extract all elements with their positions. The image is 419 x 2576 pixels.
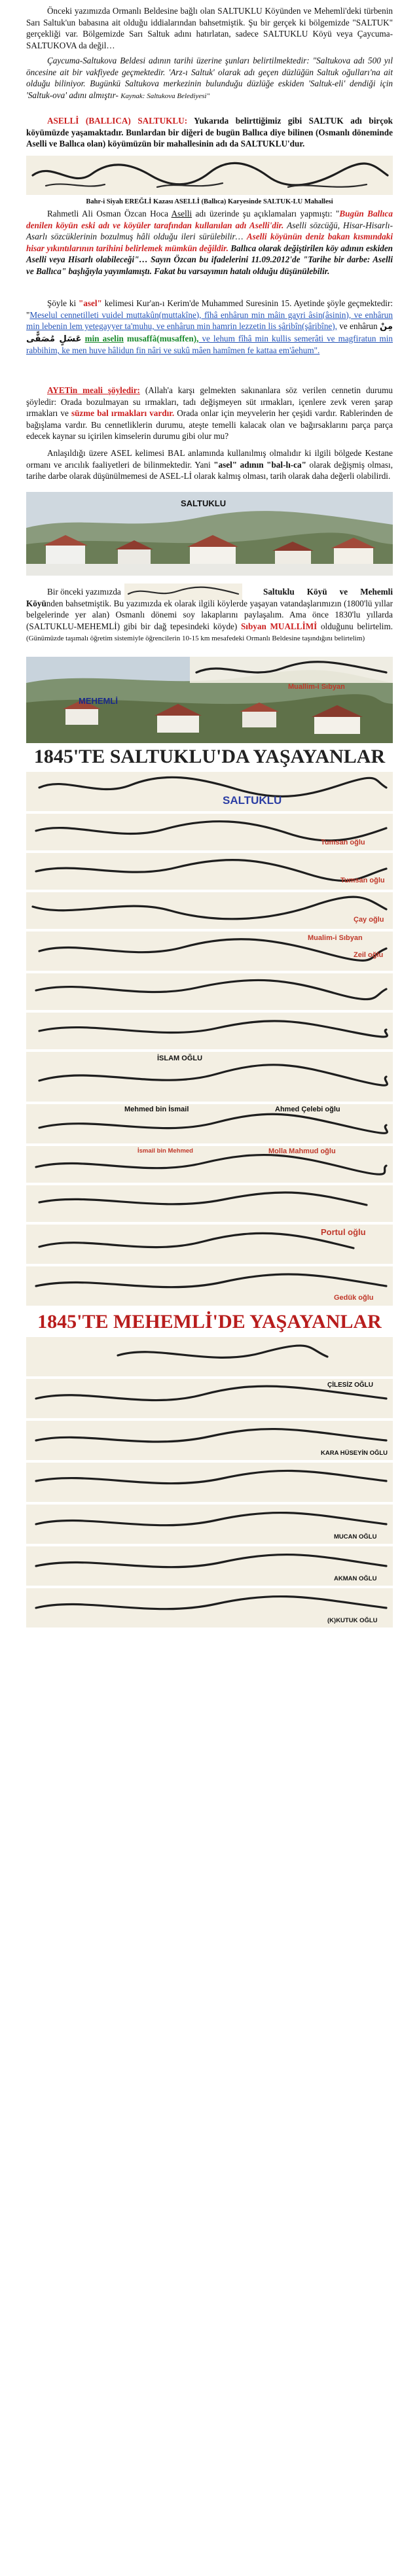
p4-c: Bugün Ballıca denilen köyün eski adı ve köyüler tarafından kullanılan adı Aselli'dir. bbox=[26, 209, 393, 230]
paragraph-asel bbox=[26, 298, 393, 357]
manuscript-s1-13 bbox=[26, 1266, 393, 1306]
manuscript-s1-12 bbox=[26, 1225, 393, 1264]
label-kara: KARA HÜSEYİN OĞLU bbox=[321, 1450, 388, 1457]
manuscript-s2-2 bbox=[26, 1379, 393, 1418]
p4-b: adı üzerinde şu açıklamaları yapmıştı: " bbox=[192, 209, 340, 218]
manuscript-s1-1 bbox=[26, 772, 393, 811]
paragraph-meal bbox=[26, 385, 393, 442]
label-molla: Molla Mahmud oğlu bbox=[268, 1147, 336, 1155]
manuscript-s1-7 bbox=[26, 1013, 393, 1049]
section-1-title: 1845'TE SALTUKLU'DA YAŞAYANLAR bbox=[33, 746, 386, 767]
p4-a: Rahmetli Ali Osman Özcan Hoca bbox=[47, 209, 172, 218]
manuscript-s1-6 bbox=[26, 973, 393, 1010]
label-akman: AKMAN OĞLU bbox=[334, 1575, 377, 1582]
p7-a: Anlaşıldığı üzere ASEL kelimesi BAL anlamında kullanılmış olmalıdır ki ilgili bölgede Kestane ormanı ve arıcılık faaliyetleri de bilinmektedir. Yani bbox=[26, 448, 393, 470]
p6-lead: AYETin meali şöyledir: bbox=[47, 385, 140, 395]
p5-blue2: fîhâ enhârun min mâin gayri âsin(âsinin), ve enhârun min lebenin lem yetegayyer ta'muhu, ve enhârun min hamrin lezzetin lis şâribîn(şâribîne), bbox=[26, 309, 393, 332]
intro-paragraph-3 bbox=[26, 115, 393, 150]
manuscript-s1-3 bbox=[26, 853, 393, 890]
saltukova-text: Çaycuma-Saltukova Beldesi adının tarihi üzerine şunları belirtilmektedir: "Saltukova adı 500 yıl öncesine ait bir vakfiyede geçmektedir. 'Arz-ı Saltuk' olarak adı geçen düzlüğün Saltuk oğulları'na ait olduğu biliniyor. Bugünkü Saltukova merkezinin bulunduğu düzlüğe eskiden 'Saltuk-eli' dendiği için 'Saltuk-ova' adını almıştır- bbox=[26, 56, 393, 100]
p8-e: olduğunu belirtelim. bbox=[317, 621, 393, 631]
p5-arabic: مِنْ عَسَلٍ مُصَفًّى bbox=[26, 322, 393, 344]
caption-bahri: Bahr-i Siyah EREĞLİ Kazası ASELLİ (Ballıca) Karyesinde SALTUK-LU Mahallesi bbox=[86, 198, 333, 205]
p7-c: olarak değişmiş olması, tarihe darbe olarak düşünülmemesi de ASEL-Lİ olarak kalmış olması, tarih olarak daha değerli olabilirdi. bbox=[26, 459, 393, 481]
manuscript-s1-5 bbox=[26, 931, 393, 971]
photo-label-saltuklu: SALTUKLU bbox=[181, 498, 227, 508]
manuscript-s2-4 bbox=[26, 1463, 393, 1502]
label-tumsan-2: Tumsan oğlu bbox=[340, 877, 385, 884]
section-2-title: 1845'TE MEHEMLİ'DE YAŞAYANLAR bbox=[37, 1311, 382, 1332]
p5-ve: ve enhârun bbox=[337, 321, 380, 332]
p8-d: Sıbyan MUALLİMİ bbox=[240, 621, 318, 631]
manuscript-s1-11 bbox=[26, 1185, 393, 1222]
p5-musaffa: musaffâ(musaffen), bbox=[123, 333, 199, 343]
p5-blue3: ve lehum fîhâ min kullis semerâti ve magfiratun min rabbihim, ke men huve hâlidun fin nâri ve sukû mâen hamîmen fe kattaa em'âehum". bbox=[26, 333, 393, 356]
manuscript-s2-3 bbox=[26, 1421, 393, 1460]
paragraph-ozcan bbox=[26, 208, 393, 277]
p6-b: süzme bal ırmakları vardır. bbox=[71, 408, 175, 419]
p7-b: "asel" adının "bal-lı-ca" bbox=[213, 459, 306, 470]
paragraph-bal bbox=[26, 447, 393, 482]
p8-note: (Günümüzde taşımalı öğretim sistemiyle öğrencilerin 10-15 km mesafedeki Ormanlı Beldesine taşındığını belirtelim) bbox=[26, 635, 365, 643]
label-ismail: İsmail bin Mehmed bbox=[137, 1147, 193, 1155]
manuscript-s1-8 bbox=[26, 1052, 393, 1102]
label-mucan: MUCAN OĞLU bbox=[334, 1533, 377, 1540]
p5-min: min aselin bbox=[84, 333, 124, 343]
label-tumsan-1: Tumsan oğlu bbox=[321, 839, 365, 846]
manuscript-muallim bbox=[190, 657, 393, 683]
label-muallim-sibyan: Muallim-i Sıbyan bbox=[288, 683, 345, 691]
p4-f: Ballıca olarak değiştirilen köy adının eskiden Aselli veya Hisarlı olabileceği"… Sayın Özcan bu ifadelerini 11.09.2012'de "Tarihe bir darbe: Aselli ve Ballıca" başlığıyla yayımlamıştı. Fakat bu varsayımın hatalı olduğu düşünülebilir. bbox=[26, 243, 393, 276]
manuscript-s2-6 bbox=[26, 1546, 393, 1586]
label-kutuk: (K)KUTUK OĞLU bbox=[327, 1617, 378, 1624]
manuscript-s1-10 bbox=[26, 1146, 393, 1183]
label-ahmed: Ahmed Çelebi oğlu bbox=[275, 1105, 340, 1113]
manuscript-s1-2 bbox=[26, 814, 393, 850]
manuscript-s2-5 bbox=[26, 1505, 393, 1544]
p4-aselli: Aselli bbox=[171, 209, 192, 218]
p5-b: kelimesi Kur'an-ı Kerim'de Muhammed Suresinin 15. Ayetinde şöyle geçmektedir: " bbox=[26, 298, 393, 320]
p4-e: Aselli köyünün deniz bakan kısmındaki hisar yıkıntılarının tarihini belirlemek mümkün değildir. bbox=[26, 232, 393, 253]
p6-a: (Allah'a karşı gelmekten sakınanlara söz verilen cennetin durumu şöyledir: Orada bozulmayan su ırmakları, tadı değişmeyen süt ırmakları, içenlere zevk veren şarap ırmakları ve bbox=[26, 385, 393, 419]
label-geduk: Gedük oğlu bbox=[334, 1294, 374, 1302]
label-zeil: Zeil oğlu bbox=[354, 951, 384, 959]
p4-d: Aselli sözcüğü, Hisar-Hisarlı-Asarlı sözcüklerinin bozulmuş hâli olduğu ileri sürülebilir… bbox=[26, 220, 393, 242]
manuscript-s2-7 bbox=[26, 1588, 393, 1627]
label-portul: Portul oğlu bbox=[321, 1227, 366, 1237]
label-cilesiz: ÇİLESİZ OĞLU bbox=[327, 1382, 373, 1389]
p5-blue1: Meselul cennetilleti vuidel muttakûn(muttakîne), bbox=[29, 309, 202, 320]
p8-c: nden bahsetmiştik. Bu yazımızda ek olarak ilgili köylerde yaşayan vatandaşlarımızın (1800'lü yıllar belgelerinde yer alan) Osmanlı dönemi soy lakaplarını paylaşalım. Ama önce 1830'lu yıllarda (SALTUKLU-MEHEMLİ) gibi bir dağ tepesindeki köyde) bbox=[26, 598, 393, 631]
manuscript-aselli bbox=[26, 156, 393, 195]
photo-label-mehemli: MEHEMLİ bbox=[79, 696, 118, 706]
village-label-saltuklu: SALTUKLU bbox=[223, 794, 282, 807]
p8-a: Bir önceki yazımızda bbox=[47, 587, 121, 597]
aselli-heading: ASELLİ (BALLICA) SALTUKLU: bbox=[47, 116, 188, 126]
label-cay: Çay oğlu bbox=[354, 916, 384, 924]
paragraph-soy bbox=[26, 586, 393, 645]
manuscript-s1-4 bbox=[26, 892, 393, 929]
photo-saltuklu bbox=[26, 492, 393, 576]
p5-a: Şöyle ki bbox=[47, 298, 79, 308]
aselli-text: Yukarıda belirttiğimiz gibi SALTUK adı birçok köyümüzde yaşamaktadır. Bunlardan bir diğeri de bugün Ballıca diye bilinen (Osmanlı döneminde Aselli ve Ballıca olan) köyümüzün bir mahallesinin adı da SALTUKLU'dur. bbox=[26, 116, 393, 149]
p5-asel: "asel" bbox=[78, 298, 102, 308]
label-islam: İSLAM OĞLU bbox=[157, 1054, 203, 1062]
manuscript-s1-9 bbox=[26, 1104, 393, 1143]
label-muallim: Mualim-i Sıbyan bbox=[308, 934, 363, 942]
intro-paragraph-2 bbox=[26, 55, 393, 102]
manuscript-s2-1 bbox=[26, 1337, 393, 1376]
label-mehmed: Mehmed bin İsmail bbox=[124, 1105, 189, 1113]
intro-paragraph-1: Önceki yazımızda Ormanlı Beldesine bağlı olan SALTUKLU Köyünden ve Mehemli'deki türbenin Sarı Saltuk'un babasına ait olduğu iddialarından bahsetmiştik. Şu bir gerçek ki bölgemizde "SALTUK" gerçekliği var. Bölgemizde Sarı Saltuk adını hatırlatan, sadece SALTUKLU Köyü veya Çaycuma-SALTUKOVA da değil… bbox=[26, 6, 393, 50]
p8-b: Saltuklu Köyü ve Mehemli Köyü bbox=[26, 587, 393, 608]
p6-c: Orada onlar için meyvelerin her çeşidi vardır. Rablerinden de bağışlama vardır. Bu cennetliklerin durumu, ateşte temelli kalacak olan ve bağırsaklarını parça parça edecek kaynar su içirilen kimselerin durumu gibi olur mu? bbox=[26, 408, 393, 442]
photo-mehemli bbox=[26, 657, 393, 743]
saltukova-source: Kaynak: Saltukova Belediyesi" bbox=[120, 92, 210, 100]
